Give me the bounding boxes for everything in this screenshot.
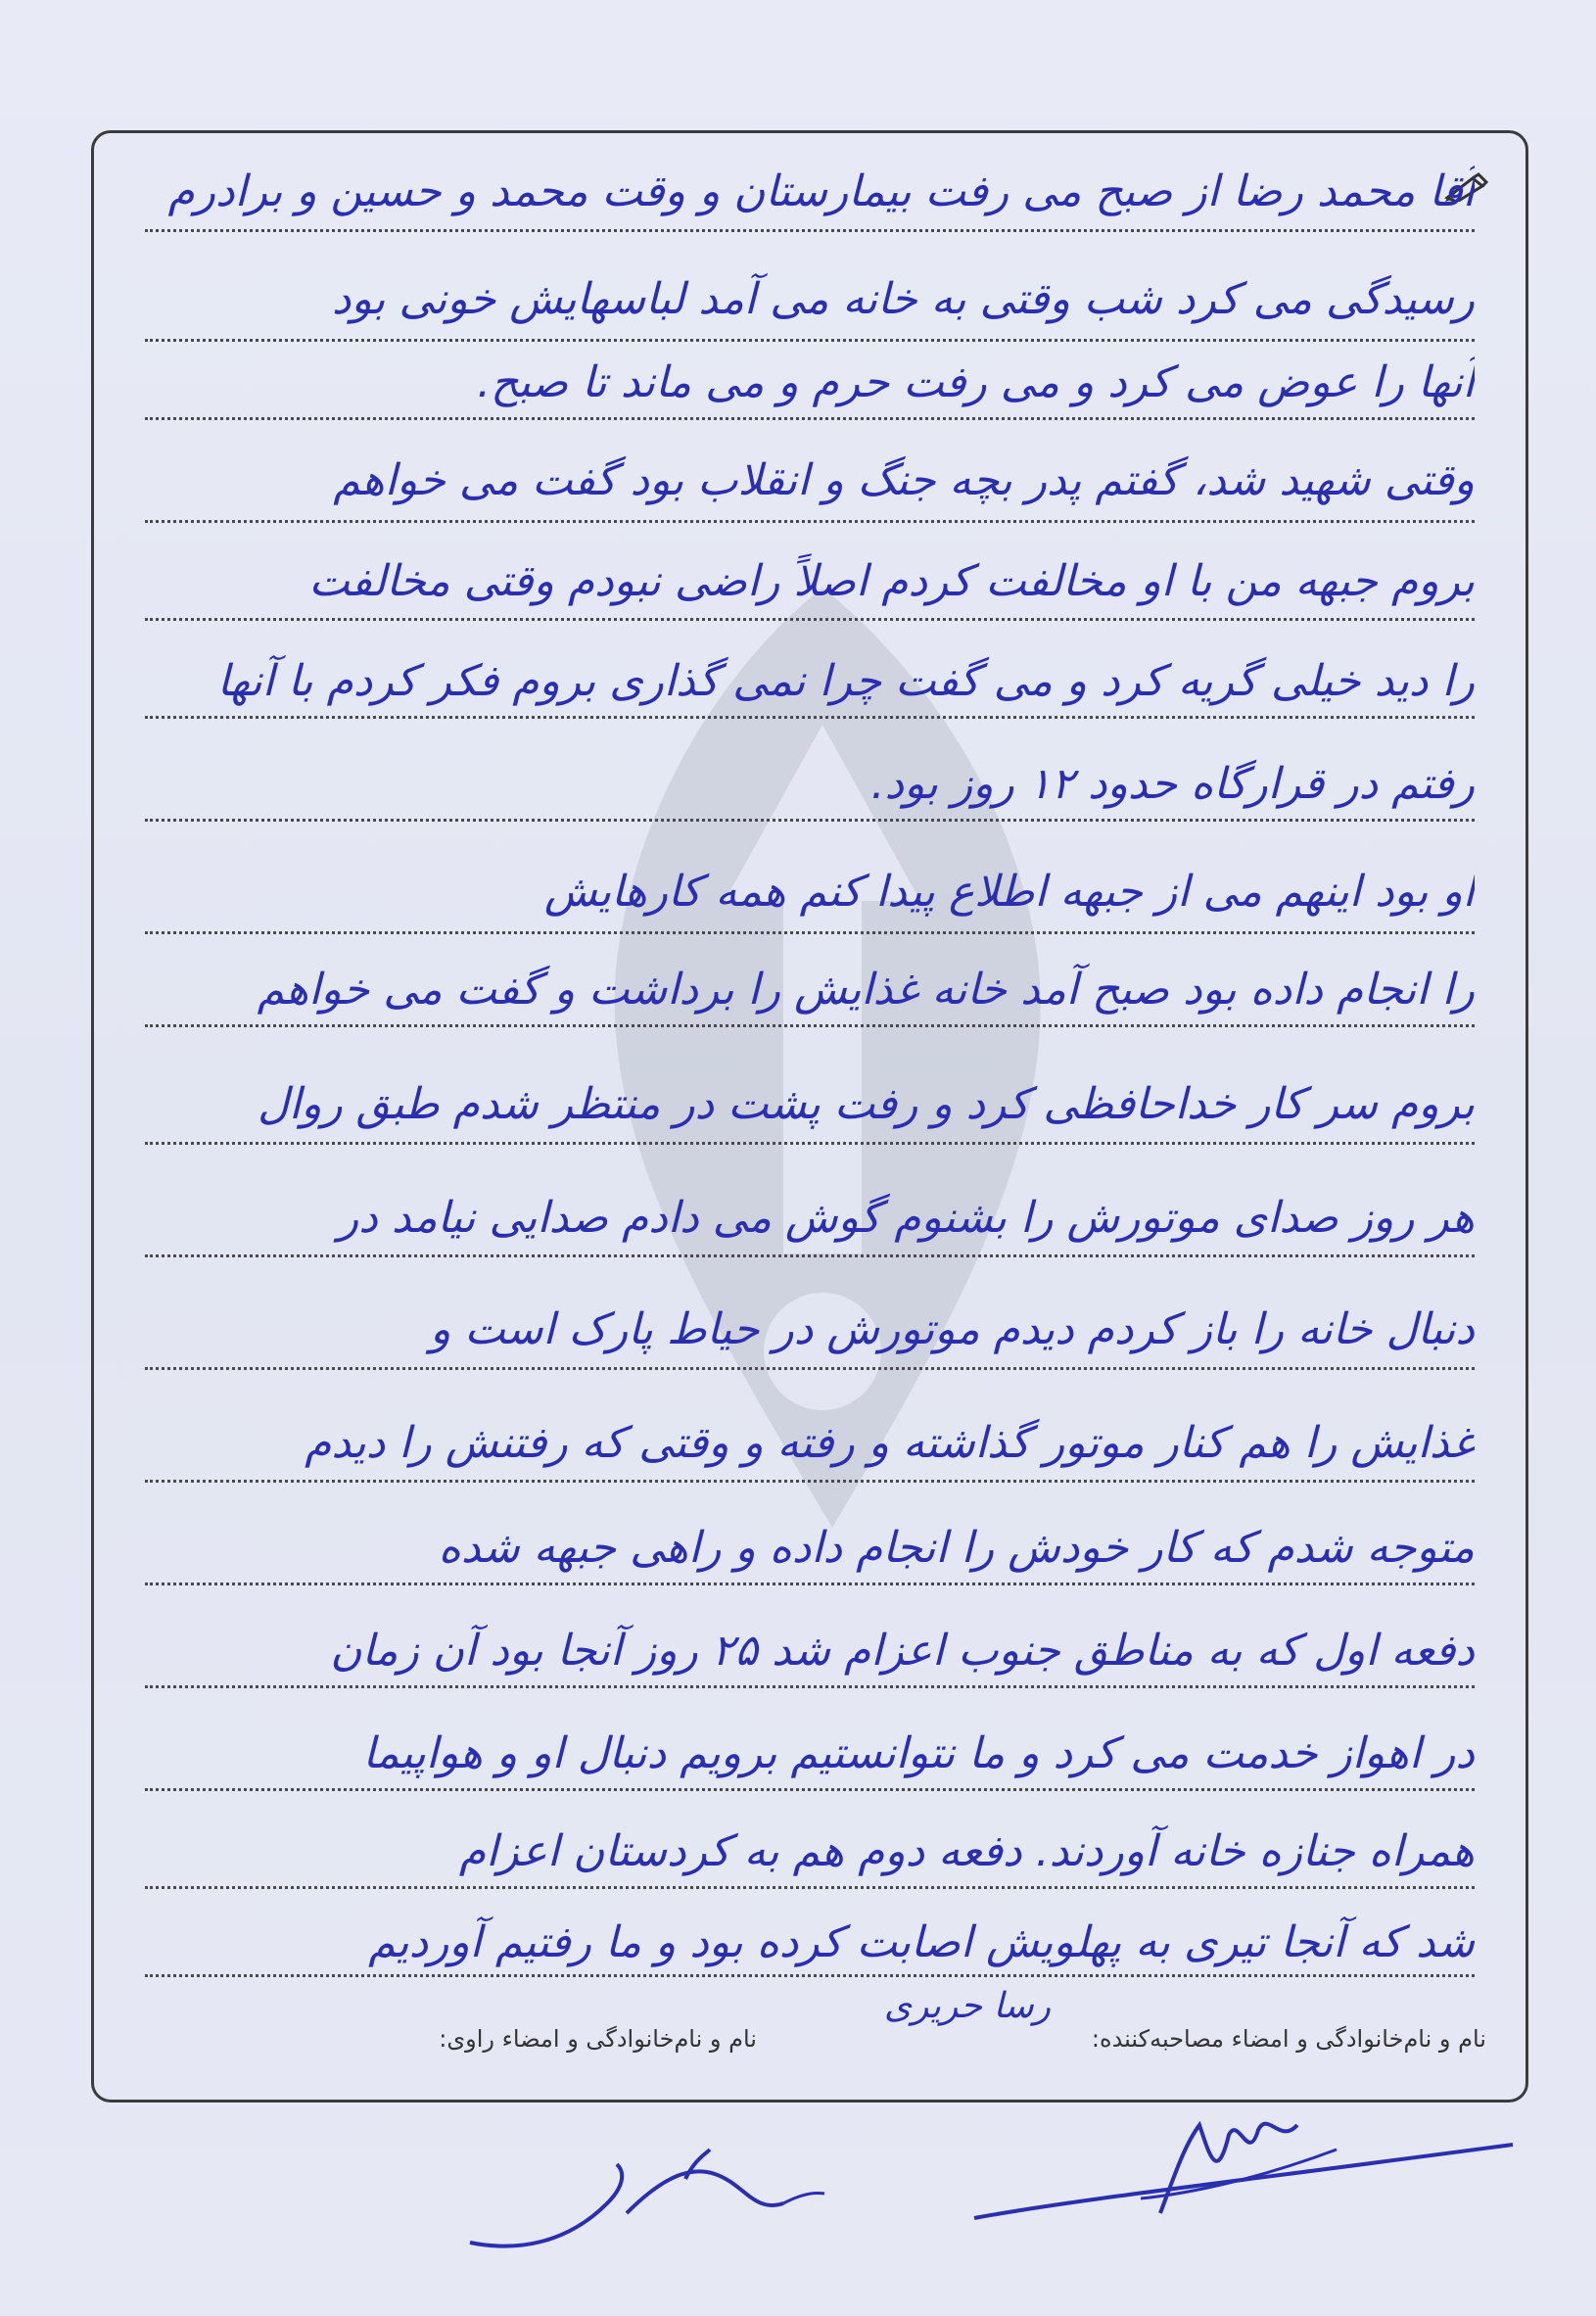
interviewer-signature: رسا حریری	[883, 1986, 1051, 2026]
ruled-writing-area	[145, 133, 1475, 2100]
ruled-line	[145, 1142, 1475, 1145]
handwritten-line: هر روز صدای موتورش را بشنوم گوش می دادم صدایی نیامد در	[338, 1193, 1475, 1243]
ruled-line	[145, 1480, 1475, 1483]
handwritten-line: آنها را عوض می کرد و می رفت حرم و می ماند تا صبح.	[477, 357, 1475, 407]
ruled-line	[145, 931, 1475, 934]
handwritten-line: را انجام داده بود صبح آمد خانه غذایش را برداشت و گفت می خواهم	[257, 965, 1475, 1015]
ruled-line	[145, 1367, 1475, 1370]
handwritten-line: او بود اینهم می از جبهه اطلاع پیدا کنم همه کارهایش	[543, 867, 1475, 917]
ruled-line	[145, 1024, 1475, 1027]
signature-scribble-icon	[964, 2105, 1532, 2233]
handwritten-line: بروم سر کار خداحافظی کرد و رفت پشت در منتظر شدم طبق روال	[258, 1079, 1475, 1129]
ruled-line	[145, 1974, 1475, 1977]
handwritten-line: در اهواز خدمت می کرد و ما نتوانستیم برویم دنبال او و هواپیما	[362, 1728, 1475, 1778]
ruled-line	[145, 1583, 1475, 1585]
handwritten-line: آقا محمد رضا از صبح می رفت بیمارستان و وقت محمد و حسین و برادرم	[167, 166, 1475, 216]
ruled-line	[145, 339, 1475, 342]
handwritten-line: دفعه اول که به مناطق جنوب اعزام شد ۲۵ روز آنجا بود آن زمان	[330, 1626, 1475, 1676]
ruled-line	[145, 1886, 1475, 1889]
ruled-line	[145, 1254, 1475, 1257]
ruled-line	[145, 618, 1475, 621]
handwritten-line: همراه جنازه خانه آوردند. دفعه دوم هم به کردستان اعزام	[458, 1826, 1475, 1876]
handwritten-line: رفتم در قرارگاه حدود ۱۲ روز بود.	[870, 759, 1475, 809]
signature-scribble-icon	[460, 2145, 832, 2262]
ruled-line	[145, 229, 1475, 232]
handwritten-line: دنبال خانه را باز کردم دیدم موتورش در حیاط پارک است و	[430, 1304, 1475, 1354]
ruled-line	[145, 1685, 1475, 1688]
form-frame	[91, 130, 1528, 2103]
handwritten-line: را دید خیلی گریه کرد و می گفت چرا نمی گذاری بروم فکر کردم با آنها	[216, 656, 1475, 706]
narrator-label: نام و نام‌خانوادگی و امضاء راوی:	[439, 2025, 757, 2053]
handwritten-line: رسیدگی می کرد شب وقتی به خانه می آمد لباسهایش خونی بود	[331, 274, 1475, 324]
signature-footer	[133, 1986, 1486, 2072]
ruled-line	[145, 716, 1475, 719]
ruled-line	[145, 819, 1475, 822]
interviewer-label: نام و نام‌خانوادگی و امضاء مصاحبه‌کننده:	[1091, 2025, 1486, 2053]
ruled-line	[145, 520, 1475, 523]
handwritten-line: غذایش را هم کنار موتور گذاشته و رفته و وقتی که رفتنش را دیدم	[305, 1418, 1475, 1468]
handwritten-line: وقتی شهید شد، گفتم پدر بچه جنگ و انقلاب بود گفت می خواهم	[333, 455, 1475, 505]
ruled-line	[145, 1788, 1475, 1791]
handwritten-line: شد که آنجا تیری به پهلویش اصابت کرده بود و ما رفتیم آوردیم	[368, 1917, 1475, 1967]
ruled-line	[145, 417, 1475, 420]
handwritten-line: متوجه شدم که کار خودش را انجام داده و راهی جبهه شده	[438, 1523, 1475, 1573]
handwritten-line: بروم جبهه من با او مخالفت کردم اصلاً راضی نبودم وقتی مخالفت	[308, 556, 1475, 606]
